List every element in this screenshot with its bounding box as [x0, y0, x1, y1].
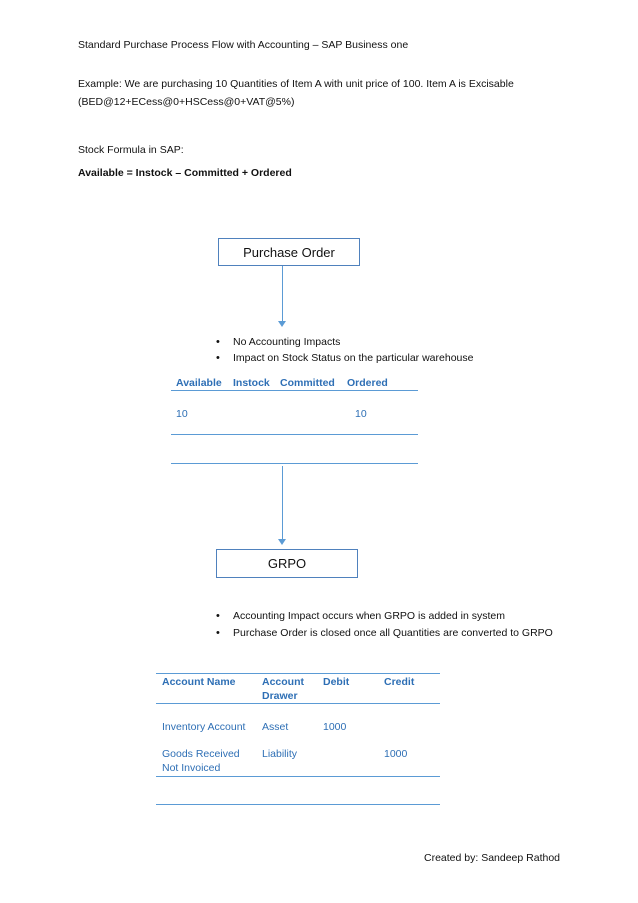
acct-header-credit: Credit — [384, 676, 415, 688]
acct-header-account-drawer: Account Drawer — [262, 676, 304, 702]
stock-table-header-rule — [171, 390, 418, 391]
bullet-icon: • — [216, 352, 220, 364]
purchase-order-label: Purchase Order — [243, 244, 335, 260]
accounting-table-top-rule — [156, 673, 440, 674]
flow-arrow-line-2 — [282, 466, 283, 540]
grpo-box — [216, 549, 358, 578]
flow-arrow-line-1 — [282, 266, 283, 322]
bullet-icon: • — [216, 610, 220, 622]
stock-table-bottom-rule — [171, 463, 418, 464]
acct-header-account-name: Account Name — [162, 676, 236, 688]
stock-header-committed: Committed — [280, 377, 335, 389]
acct-row1-account-drawer: Asset — [262, 721, 289, 733]
bullet-icon: • — [216, 627, 220, 639]
acct-row2-credit: 1000 — [384, 748, 408, 760]
grpo-label: GRPO — [267, 556, 307, 571]
stock-cell-ordered: 10 — [355, 408, 367, 420]
formula-label: Stock Formula in SAP: — [78, 144, 184, 156]
footer-credit: Created by: Sandeep Rathod — [424, 852, 561, 864]
flow-arrow-head-2-icon — [278, 539, 286, 545]
flow-arrow-head-1-icon — [278, 321, 286, 327]
stock-table-row-rule — [171, 434, 418, 435]
bullet-icon: • — [216, 336, 220, 348]
stock-formula: Available = Instock – Committed + Ordered — [78, 167, 292, 179]
accounting-table-bottom-rule — [156, 804, 440, 805]
example-text-line1: Example: We are purchasing 10 Quantities of Item A with unit price of 100. Item A is Excisable — [78, 78, 514, 90]
stock-header-available: Available — [176, 377, 222, 389]
document-title: Standard Purchase Process Flow with Accounting – SAP Business one — [78, 39, 409, 51]
accounting-table-row-rule — [156, 776, 440, 777]
acct-row1-account-name: Inventory Account — [162, 721, 246, 733]
stock-header-instock: Instock — [233, 377, 270, 389]
accounting-table-header-rule — [156, 703, 440, 704]
stock-cell-available: 10 — [176, 408, 188, 420]
acct-row2-account-name: Goods Received Not Invoiced — [162, 748, 240, 774]
purchase-order-box — [218, 238, 360, 266]
acct-header-debit: Debit — [323, 676, 350, 688]
example-text-line2: (BED@12+ECess@0+HSCess@0+VAT@5%) — [78, 96, 295, 108]
stock-header-ordered: Ordered — [347, 377, 388, 389]
acct-row2-account-drawer: Liability — [262, 748, 298, 760]
acct-row1-debit: 1000 — [323, 721, 347, 733]
